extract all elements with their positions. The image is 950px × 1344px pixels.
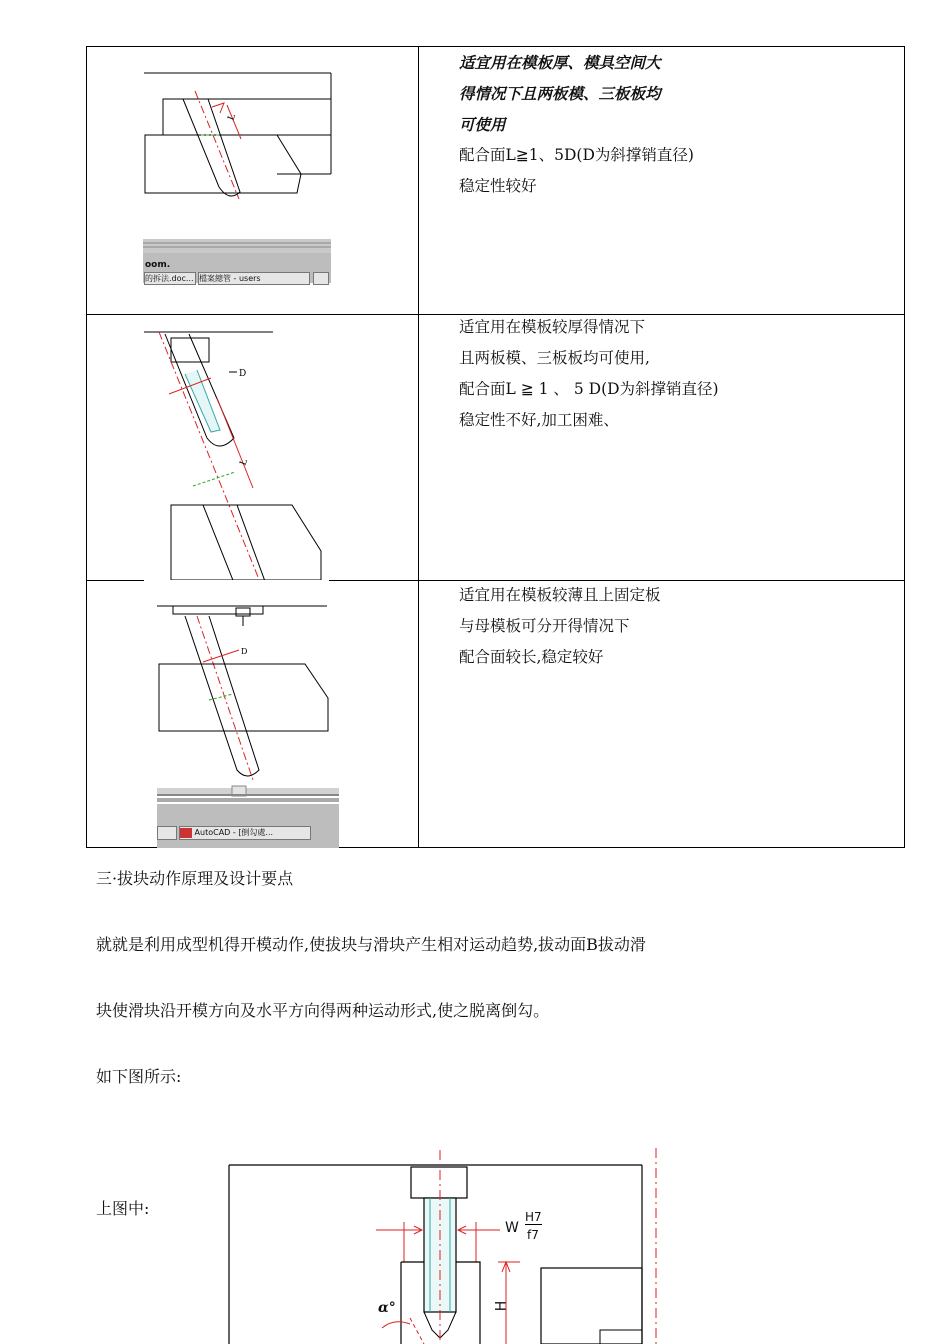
row3-description [459, 580, 899, 673]
paragraph-line: 就就是利用成型机得开模动作,使拔块与滑块产生相对运动趋势,拔动面B拔动滑 [96, 935, 646, 954]
section-heading: 三·拔块动作原理及设计要点 [96, 869, 294, 888]
row1-line: 得情况下且两板模、三板板均 [459, 84, 661, 103]
taskbar-button[interactable] [157, 826, 177, 840]
dim-label-l: L [226, 112, 239, 123]
row1-description [459, 47, 899, 202]
row2-line: 适宜用在模板较厚得情况下 [459, 318, 646, 336]
angle-label: α° [378, 1300, 396, 1316]
dim-label-h: H [493, 1300, 510, 1312]
taskbar-button[interactable]: 檔案總管 - users [198, 272, 310, 285]
comparison-table [86, 46, 905, 848]
angle-pin-drawing-2 [87, 314, 418, 580]
row2-line: 稳定性不好,加工困难、 [459, 411, 619, 429]
taskbar-text: oom. [145, 260, 171, 270]
taskbar-button[interactable] [179, 826, 311, 840]
row2-line: 配合面L ≧ 1 、 5 D(D为斜撑销直径) [459, 380, 719, 398]
paragraph-line: 如下图所示: [96, 1067, 182, 1086]
fit-label-w: W [505, 1220, 519, 1236]
column-divider [418, 47, 419, 847]
paragraph-line: 块使滑块沿开模方向及水平方向得两种运动形式,使之脱离倒勾。 [96, 1001, 550, 1020]
row1-line: 稳定性较好 [459, 177, 537, 195]
dim-label-d: D [239, 369, 247, 379]
dim-label-d: D [241, 647, 248, 656]
fit-label-h7: H7 [525, 1210, 542, 1224]
row1-line: 可使用 [459, 115, 506, 134]
row1-line: 适宜用在模板厚、模具空间大 [459, 53, 661, 72]
fit-label-f7: f7 [527, 1228, 539, 1242]
row3-line: 配合面较长,稳定较好 [459, 648, 604, 666]
figure-caption: 上图中: [96, 1199, 150, 1218]
row1-line: 配合面L≧1、5D(D为斜撑销直径) [459, 146, 694, 164]
taskbar-icon[interactable] [313, 272, 329, 285]
row3-line: 适宜用在模板较薄且上固定板 [459, 586, 661, 604]
taskbar-button-label: AutoCAD - [倒勾處... [194, 828, 274, 837]
row3-drawing [87, 580, 418, 848]
row2-description [459, 312, 899, 436]
row1-drawing [87, 47, 418, 314]
row2-drawing [87, 314, 418, 580]
taskbar-button[interactable]: 的拆法.doc... [144, 272, 196, 285]
dim-label-l: L [238, 457, 251, 468]
row2-line: 且两板模、三板板均可使用, [459, 349, 650, 367]
row3-line: 与母模板可分开得情况下 [459, 617, 630, 635]
angle-pin-drawing-3 [87, 580, 418, 848]
autocad-icon [180, 828, 192, 838]
